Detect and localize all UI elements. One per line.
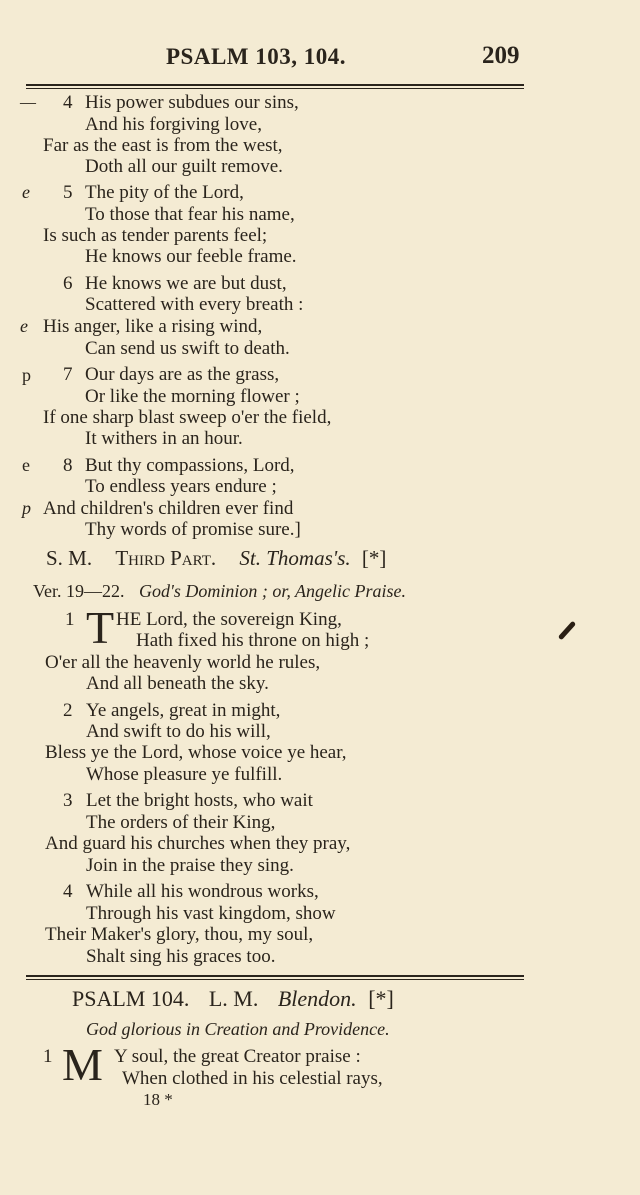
verse-reference: Ver. 19—22. xyxy=(33,581,125,601)
dynamic-mark: p xyxy=(22,498,31,518)
verse-line: But thy compassions, Lord, xyxy=(85,455,295,476)
header-rule xyxy=(26,84,524,86)
verse-number: 4 xyxy=(63,92,73,113)
verse-line: And his forgiving love, xyxy=(85,114,262,135)
verse-line: O'er all the heavenly world he rules, xyxy=(45,652,321,673)
part-label: Third Part. xyxy=(115,546,217,570)
verse-line: Doth all our guilt remove. xyxy=(85,156,283,177)
dynamic-mark: e xyxy=(22,455,30,475)
section-rule xyxy=(26,975,524,977)
tune-mark: [*] xyxy=(361,546,387,570)
dynamic-mark: p xyxy=(22,365,31,385)
verse-line: Their Maker's glory, thou, my soul, xyxy=(45,924,314,945)
verse-line: Y soul, the great Creator praise : xyxy=(114,1046,361,1067)
psalm-heading xyxy=(72,986,394,1012)
section-rule-thin xyxy=(26,979,524,980)
verse-number: 7 xyxy=(63,364,73,385)
verse-line: Ye angels, great in might, xyxy=(86,700,281,721)
ink-stroke-mark xyxy=(558,621,576,641)
page-number: 209 xyxy=(482,42,520,69)
running-header-title: PSALM 103, 104. xyxy=(166,44,346,69)
verse-line: And swift to do his will, xyxy=(86,721,271,742)
verse-line: When clothed in his celestial rays, xyxy=(122,1068,383,1089)
verse-number: 3 xyxy=(63,790,73,811)
verse-line: Bless ye the Lord, whose voice ye hear, xyxy=(45,742,347,763)
verse-number: 1 xyxy=(65,609,75,630)
psalm-subtitle: God glorious in Creation and Providence. xyxy=(86,1019,390,1039)
verse-line: To those that fear his name, xyxy=(85,204,295,225)
dynamic-mark: — xyxy=(20,92,37,112)
verse-line: The orders of their King, xyxy=(86,812,276,833)
verse-line: To endless years endure ; xyxy=(85,476,277,497)
tune-name: Blendon. xyxy=(277,986,357,1011)
meter-label: L. M. xyxy=(208,986,259,1011)
verse-line: Is such as tender parents feel; xyxy=(43,225,268,246)
verse-line: And children's children ever find xyxy=(43,498,294,519)
drop-capital: T xyxy=(86,602,115,653)
tune-mark: [*] xyxy=(368,986,394,1011)
verse-line: The pity of the Lord, xyxy=(85,182,244,203)
verse-line: He knows our feeble frame. xyxy=(85,246,297,267)
verse-number: 2 xyxy=(63,700,73,721)
verse-line: While all his wondrous works, xyxy=(86,881,319,902)
verse-line: And guard his churches when they pray, xyxy=(45,833,351,854)
verse-number: 6 xyxy=(63,273,73,294)
verse-number: 4 xyxy=(63,881,73,902)
verse-number: 8 xyxy=(63,455,73,476)
hymn-subtitle: God's Dominion ; or, Angelic Praise. xyxy=(139,581,407,601)
verse-number: 5 xyxy=(63,182,73,203)
verse-line: Our days are as the grass, xyxy=(85,364,280,385)
verse-line: His power subdues our sins, xyxy=(85,92,299,113)
verse-line: He knows we are but dust, xyxy=(85,273,287,294)
verse-line: Through his vast kingdom, show xyxy=(86,903,336,924)
section-subheading xyxy=(33,581,406,602)
verse-line: Or like the morning flower ; xyxy=(85,386,300,407)
verse-line: Join in the praise they sing. xyxy=(86,855,294,876)
verse-line: Let the bright hosts, who wait xyxy=(86,790,313,811)
verse-line: Thy words of promise sure.] xyxy=(85,519,301,540)
verse-line: Can send us swift to death. xyxy=(85,338,290,359)
verse-line: Hath fixed his throne on high ; xyxy=(136,630,370,651)
dynamic-mark: e xyxy=(20,316,28,336)
dynamic-mark: e xyxy=(22,182,30,202)
verse-line: Far as the east is from the west, xyxy=(43,135,283,156)
verse-line: Shalt sing his graces too. xyxy=(86,946,276,967)
header-rule-thin xyxy=(26,88,524,89)
drop-capital: M xyxy=(62,1039,103,1090)
verse-line: HE Lord, the sovereign King, xyxy=(116,609,342,630)
psalm-title: PSALM 104. xyxy=(72,986,190,1011)
verse-line: Whose pleasure ye fulfill. xyxy=(86,764,283,785)
verse-number: 1 xyxy=(43,1046,53,1067)
verse-line: His anger, like a rising wind, xyxy=(43,316,263,337)
section-heading xyxy=(46,546,386,571)
meter-label: S. M. xyxy=(46,546,93,570)
verse-line: And all beneath the sky. xyxy=(86,673,269,694)
tune-name: St. Thomas's. xyxy=(239,546,351,570)
signature-mark: 18 * xyxy=(143,1090,173,1109)
verse-line: It withers in an hour. xyxy=(85,428,243,449)
verse-line: If one sharp blast sweep o'er the field, xyxy=(43,407,332,428)
verse-line: Scattered with every breath : xyxy=(85,294,304,315)
